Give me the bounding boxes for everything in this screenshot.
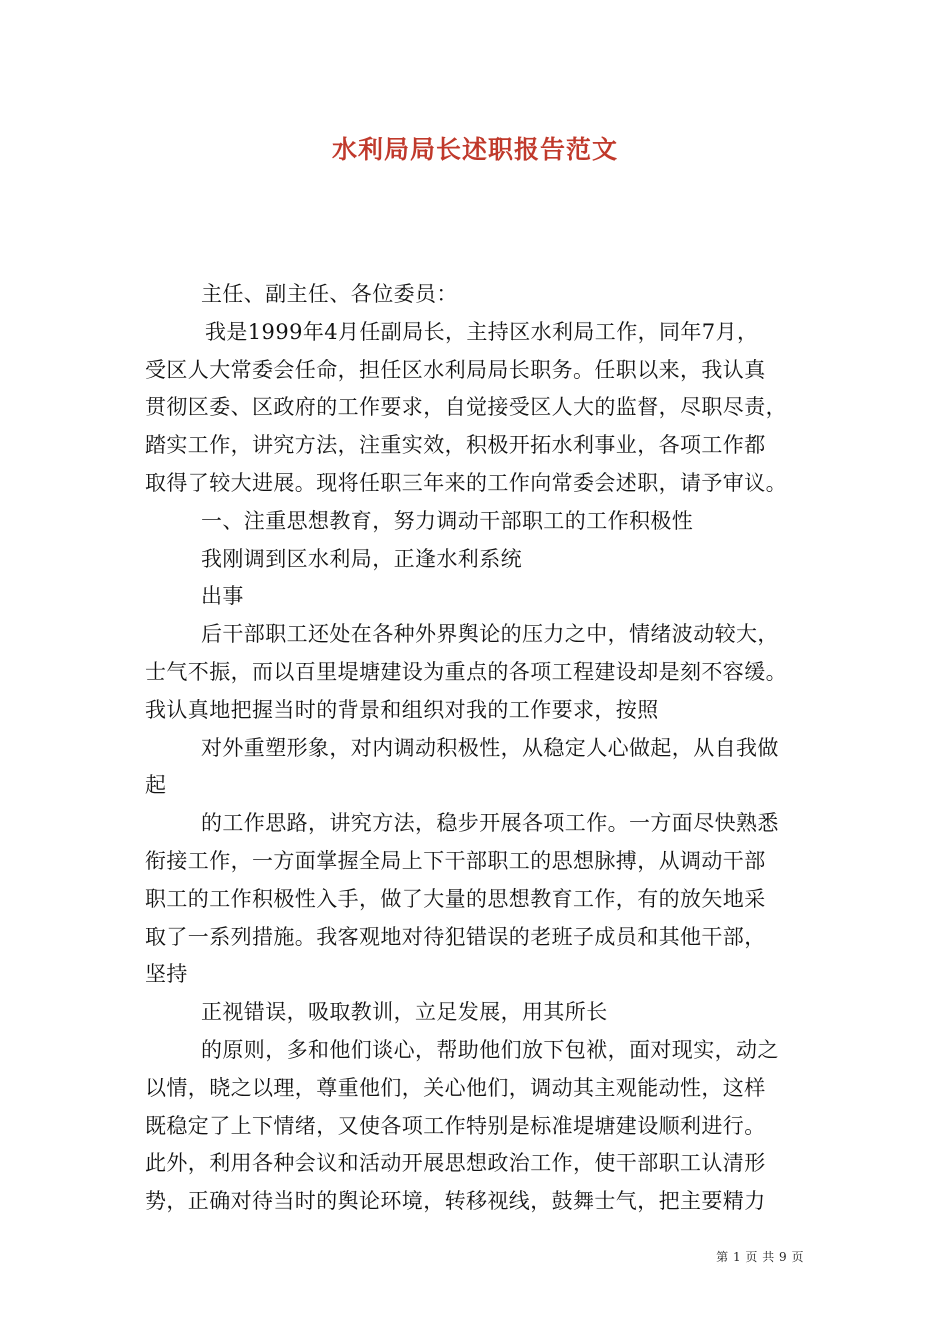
- text-line: 我刚调到区水利局，正逢水利系统: [201, 546, 522, 571]
- text-line: 此外，利用各种会议和活动开展思想政治工作，使干部职工认清形: [145, 1151, 766, 1176]
- text-line: 职工的工作积极性入手，做了大量的思想教育工作，有的放矢地采: [145, 886, 766, 911]
- text-line: 士气不振，而以百里堤塘建设为重点的各项工程建设却是刻不容缓。: [145, 659, 787, 684]
- text-line: 主任、副主任、各位委员：: [201, 282, 458, 306]
- text-line: 取了一系列措施。我客观地对待犯错误的老班子成员和其他干部，: [145, 924, 766, 949]
- text-line: 起: [145, 773, 167, 798]
- text-line: 以情，晓之以理，尊重他们，关心他们，调动其主观能动性，这样: [145, 1075, 766, 1100]
- text-line: 取得了较大进展。现将任职三年来的工作向常委会述职，请予审议。: [145, 470, 787, 495]
- text-line: 一、注重思想教育，努力调动干部职工的工作积极性: [201, 508, 694, 533]
- text-line: 既稳定了上下情绪，又使各项工作特别是标准堤塘建设顺利进行。: [145, 1113, 766, 1138]
- text-line: 后干部职工还处在各种外界舆论的压力之中，情绪波动较大，: [201, 622, 779, 647]
- text-line: 势，正确对待当时的舆论环境，转移视线，鼓舞士气，把主要精力: [145, 1189, 766, 1214]
- text-line: 衔接工作，一方面掌握全局上下干部职工的思想脉搏，从调动干部: [145, 848, 766, 873]
- document-body: [145, 276, 813, 1221]
- text-line: 贯彻区委、区政府的工作要求，自觉接受区人大的监督，尽职尽责，: [145, 395, 787, 420]
- text-line: 我是1999年4月任副局长，主持区水利局工作，同年7月，: [205, 319, 759, 344]
- text-line: 对外重塑形象，对内调动积极性，从稳定人心做起，从自我做: [201, 735, 779, 760]
- document-title: 水利局局长述职报告范文: [331, 135, 618, 164]
- text-line: 我认真地把握当时的背景和组织对我的工作要求，按照: [145, 697, 659, 722]
- page-footer: 第 1 页 共 9 页: [716, 1250, 804, 1264]
- text-line: 踏实工作，讲究方法，注重实效，积极开拓水利事业，各项工作都: [145, 433, 766, 458]
- text-line: 正视错误，吸取教训，立足发展，用其所长: [201, 1000, 608, 1025]
- text-line: 坚持: [145, 962, 188, 987]
- text-line: 的工作思路，讲究方法，稳步开展各项工作。一方面尽快熟悉: [201, 811, 779, 836]
- text-line: 受区人大常委会任命，担任区水利局局长职务。任职以来，我认真: [145, 357, 766, 382]
- text-line: 的原则，多和他们谈心，帮助他们放下包袱，面对现实，动之: [201, 1037, 779, 1062]
- text-line: 出事: [201, 584, 244, 609]
